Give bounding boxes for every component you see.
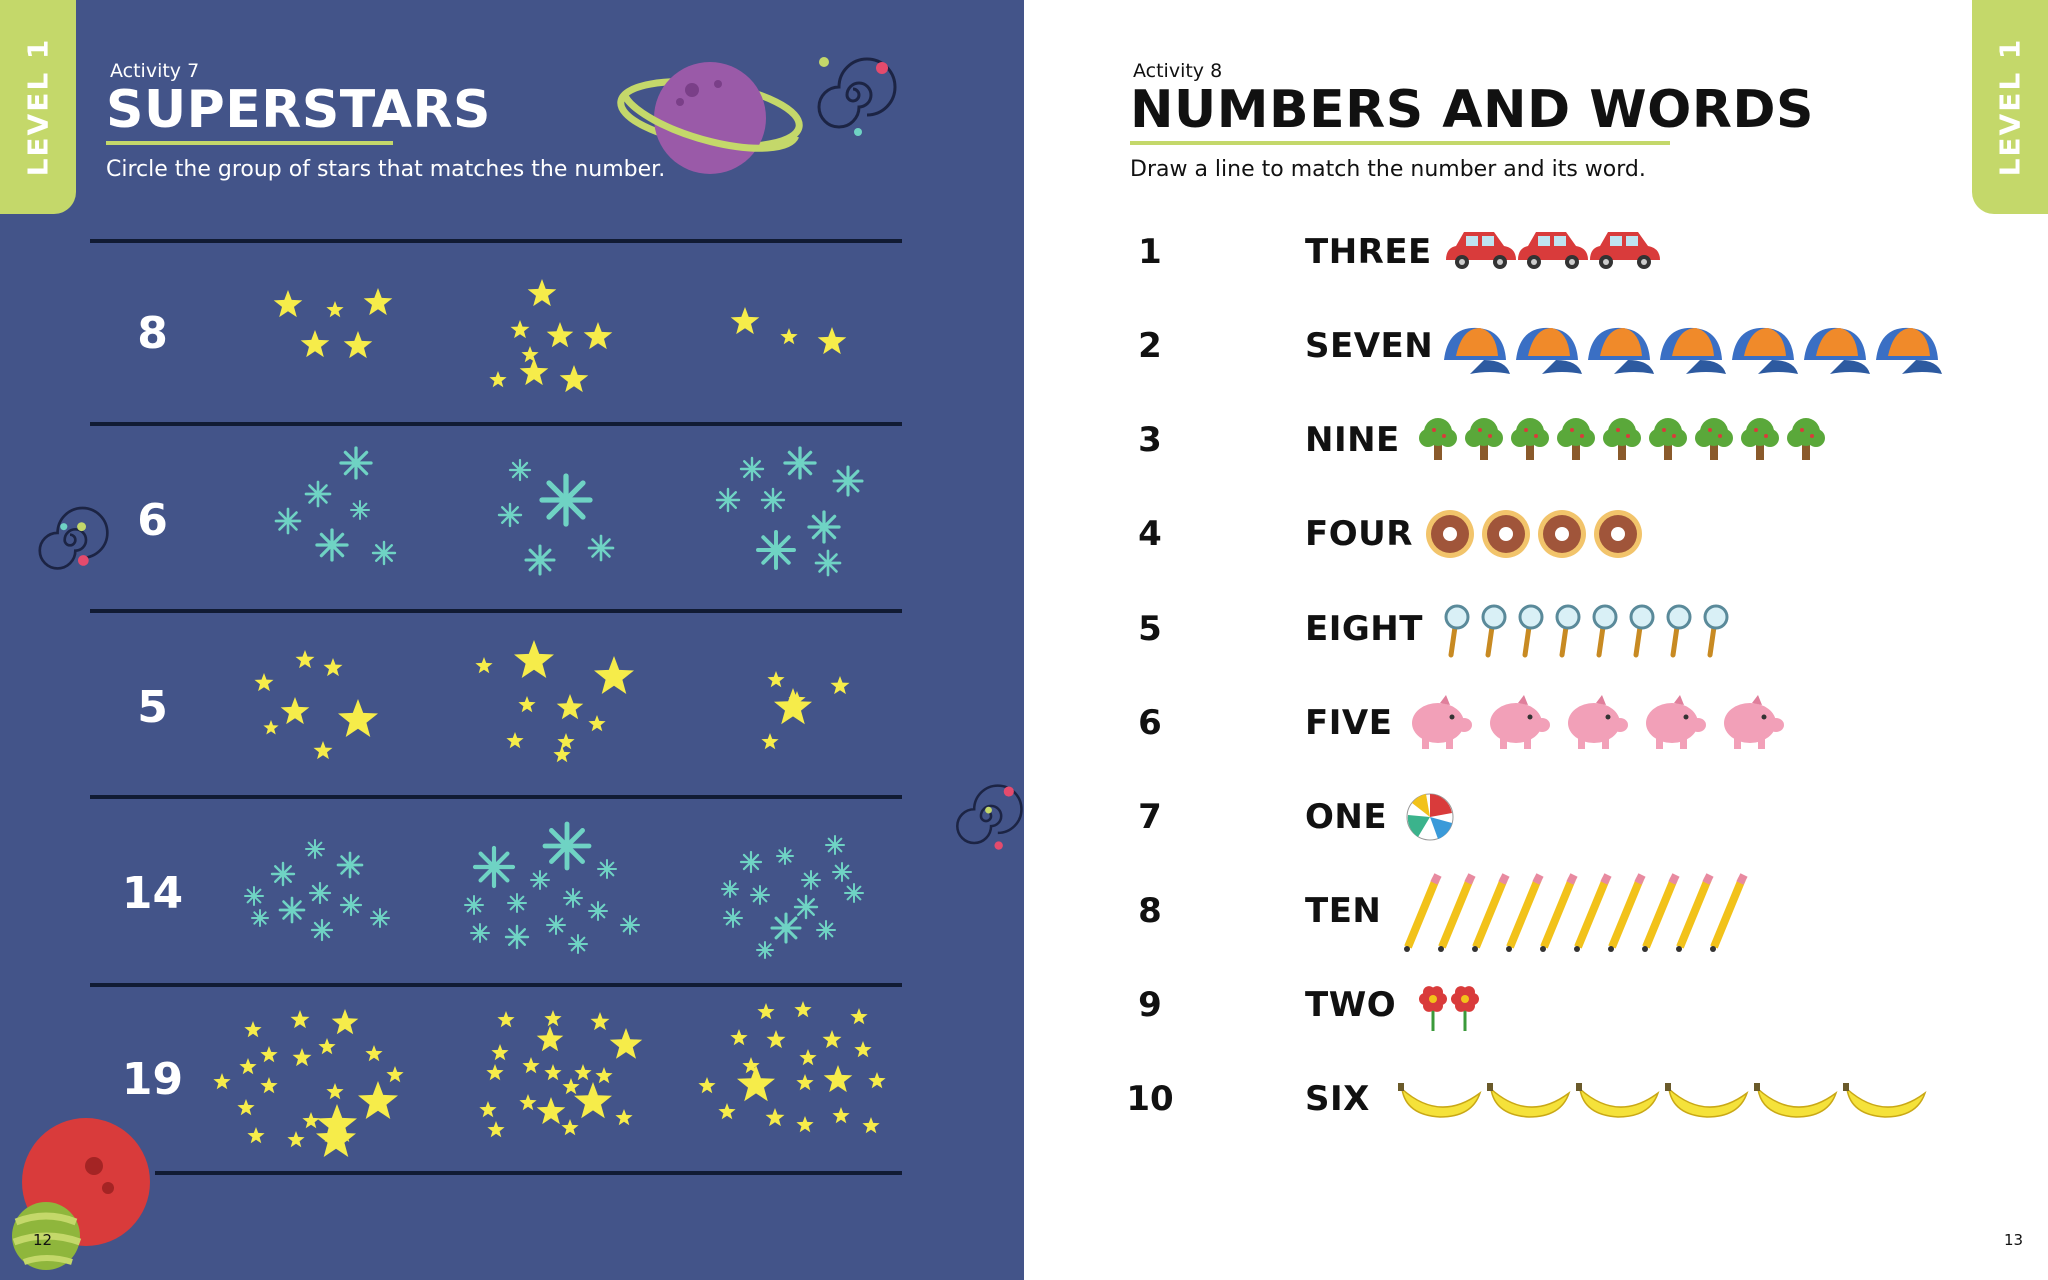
tree-icon: [1741, 418, 1779, 460]
page-title: NUMBERS AND WORDS: [1130, 80, 1814, 140]
flower-icon: [1451, 986, 1479, 1031]
match-word[interactable]: SIX: [1305, 1079, 1370, 1119]
beach-ball-icon: [1407, 794, 1453, 840]
match-number[interactable]: 8: [1138, 891, 1162, 931]
cap-icon: [1804, 328, 1870, 374]
instruction-text: Draw a line to match the number and its word.: [1130, 157, 1646, 182]
piggy-bank-icon: [1646, 695, 1706, 749]
match-word[interactable]: EIGHT: [1305, 609, 1423, 649]
piggy-bank-icon: [1412, 695, 1472, 749]
piggy-bank-icon: [1490, 695, 1550, 749]
page-number: 13: [2004, 1231, 2024, 1249]
row-number: 6: [137, 495, 168, 546]
cap-icon: [1516, 328, 1582, 374]
level-label: LEVEL 1: [21, 37, 55, 177]
instruction-text: Circle the group of stars that matches the number.: [106, 157, 666, 182]
tree-icon: [1557, 418, 1595, 460]
magnifying-glass-icon: [1594, 606, 1616, 655]
match-number[interactable]: 1: [1138, 232, 1162, 272]
activity-label: Activity 8: [1133, 60, 1223, 82]
match-word[interactable]: FIVE: [1305, 703, 1393, 743]
magnifying-glass-icon: [1668, 606, 1690, 655]
pencil-icon: [1710, 875, 1744, 952]
car-icon: [1518, 232, 1588, 269]
donut-icon: [1426, 510, 1474, 558]
cap-icon: [1732, 328, 1798, 374]
cap-icon: [1876, 328, 1942, 374]
match-word[interactable]: FOUR: [1305, 514, 1413, 554]
cap-icon: [1588, 328, 1654, 374]
cap-icon: [1660, 328, 1726, 374]
match-number[interactable]: 7: [1138, 797, 1162, 837]
banana-icon: [1487, 1083, 1569, 1117]
car-icon: [1590, 232, 1660, 269]
banana-icon: [1754, 1083, 1836, 1117]
magnifying-glass-icon: [1483, 606, 1505, 655]
match-word[interactable]: NINE: [1305, 420, 1400, 460]
activity-label: Activity 7: [110, 60, 200, 82]
match-number[interactable]: 2: [1138, 326, 1162, 366]
banana-icon: [1665, 1083, 1747, 1117]
car-icon: [1446, 232, 1516, 269]
magnifying-glass-icon: [1631, 606, 1653, 655]
tree-icon: [1695, 418, 1733, 460]
match-word[interactable]: ONE: [1305, 797, 1388, 837]
tree-icon: [1465, 418, 1503, 460]
pencil-icon: [1506, 875, 1540, 952]
match-number[interactable]: 3: [1138, 420, 1162, 460]
row-number: 14: [121, 868, 184, 919]
banana-icon: [1398, 1083, 1480, 1117]
donut-icon: [1482, 510, 1530, 558]
pencil-icon: [1472, 875, 1506, 952]
match-number[interactable]: 4: [1138, 514, 1162, 554]
donut-icon: [1538, 510, 1586, 558]
row-number: 19: [121, 1054, 184, 1105]
flower-icon: [1419, 986, 1447, 1031]
banana-icon: [1843, 1083, 1925, 1117]
pencil-icon: [1676, 875, 1710, 952]
tree-icon: [1419, 418, 1457, 460]
piggy-bank-icon: [1568, 695, 1628, 749]
row-number: 5: [137, 682, 168, 733]
magnifying-glass-icon: [1520, 606, 1542, 655]
match-word[interactable]: SEVEN: [1305, 326, 1434, 366]
pencil-icon: [1438, 875, 1472, 952]
pencil-icon: [1574, 875, 1608, 952]
match-number[interactable]: 9: [1138, 985, 1162, 1025]
tree-icon: [1787, 418, 1825, 460]
match-number[interactable]: 10: [1126, 1079, 1174, 1119]
piggy-bank-icon: [1724, 695, 1784, 749]
donut-icon: [1594, 510, 1642, 558]
magnifying-glass-icon: [1446, 606, 1468, 655]
banana-icon: [1576, 1083, 1658, 1117]
level-label: LEVEL 1: [1993, 37, 2027, 177]
tree-icon: [1649, 418, 1687, 460]
magnifying-glass-icon: [1557, 606, 1579, 655]
tree-icon: [1511, 418, 1549, 460]
pencil-icon: [1608, 875, 1642, 952]
row-number: 8: [137, 308, 168, 359]
pencil-icon: [1540, 875, 1574, 952]
match-word[interactable]: TWO: [1305, 985, 1397, 1025]
magnifying-glass-icon: [1705, 606, 1727, 655]
page-title: SUPERSTARS: [106, 80, 491, 140]
page-number: 12: [33, 1231, 53, 1249]
tree-icon: [1603, 418, 1641, 460]
pencil-icon: [1642, 875, 1676, 952]
match-word[interactable]: TEN: [1305, 891, 1382, 931]
match-number[interactable]: 6: [1138, 703, 1162, 743]
match-word[interactable]: THREE: [1305, 232, 1432, 272]
cap-icon: [1444, 328, 1510, 374]
pencil-icon: [1404, 875, 1438, 952]
match-number[interactable]: 5: [1138, 609, 1162, 649]
